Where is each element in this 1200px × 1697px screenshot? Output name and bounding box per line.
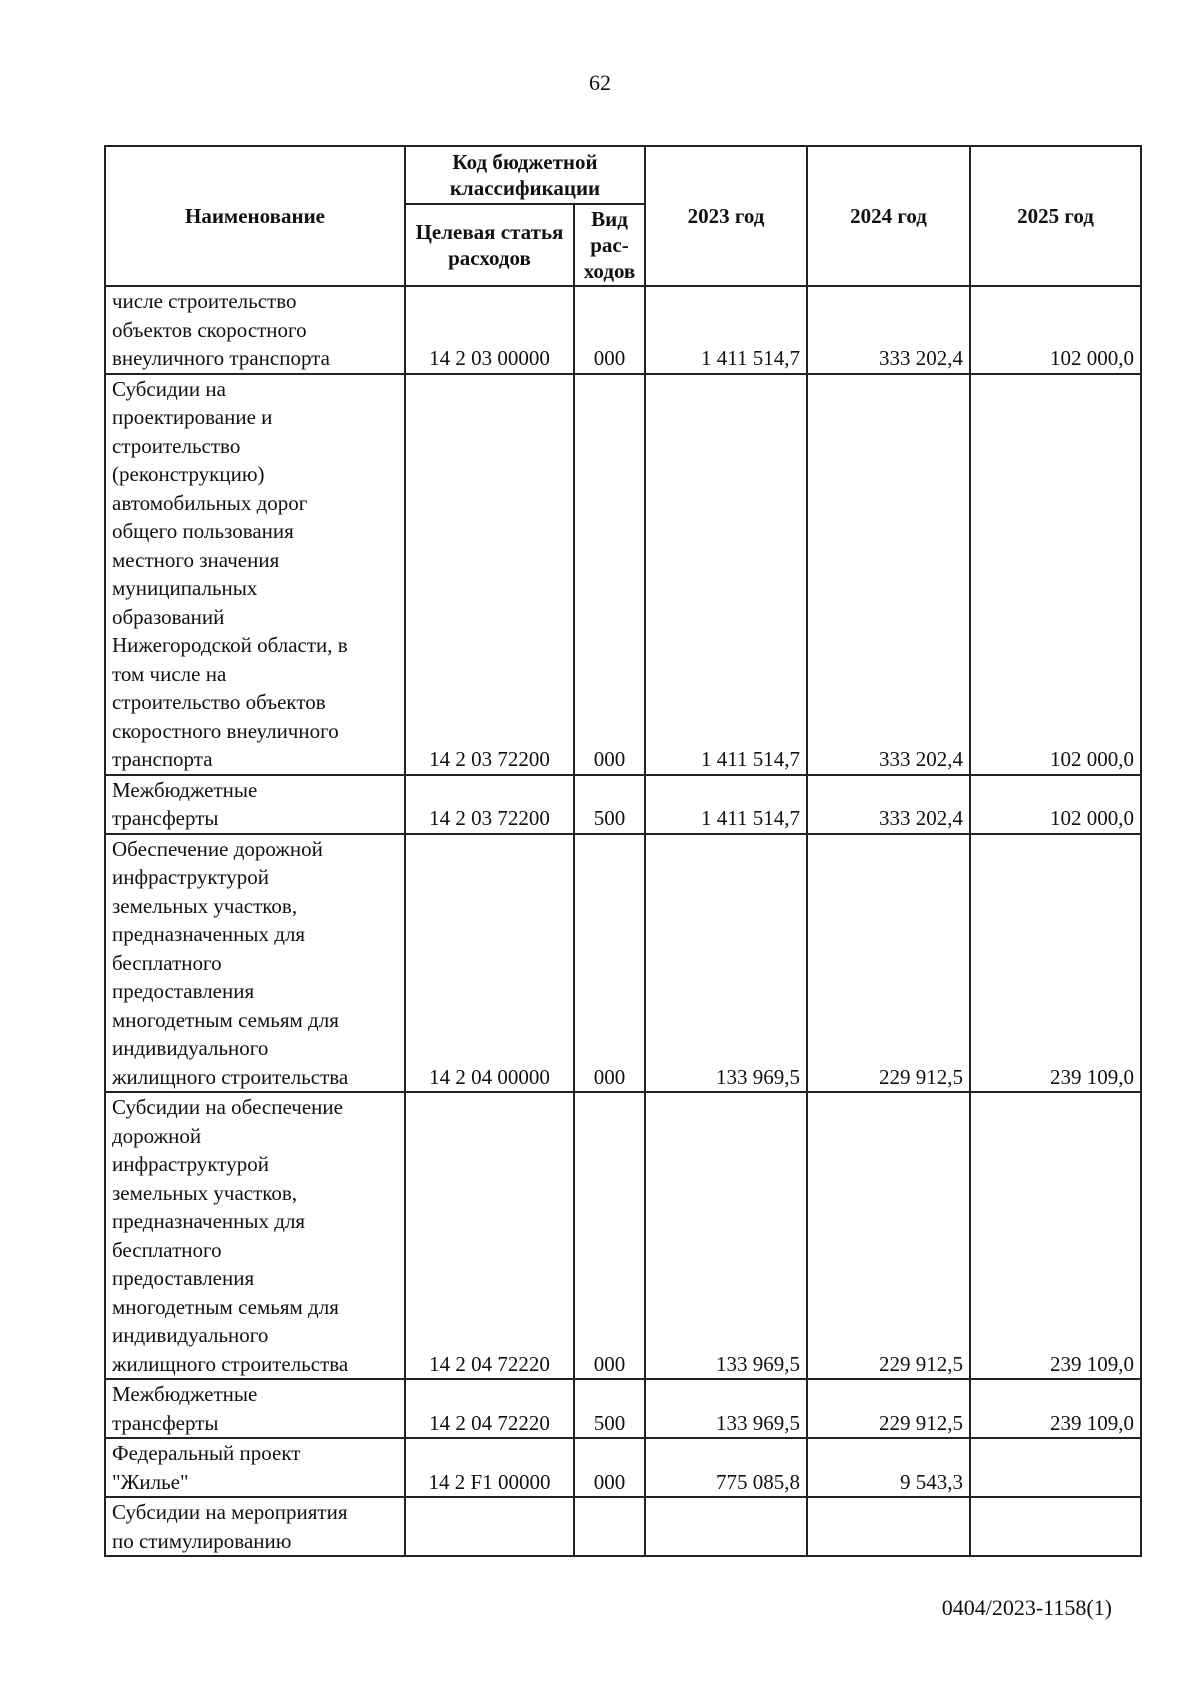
row-value-2025 [970, 1438, 1141, 1497]
row-name-line: предоставления [112, 1266, 255, 1290]
row-expense-type: 500 [574, 775, 645, 834]
row-value-2023: 133 969,5 [645, 834, 807, 1093]
row-value-2024: 9 543,3 [807, 1438, 970, 1497]
row-value-2023: 1 411 514,7 [645, 775, 807, 834]
row-name-line: числе строительство [112, 289, 297, 313]
row-value-2025: 102 000,0 [970, 286, 1141, 374]
row-target-article: 14 2 F1 00000 [405, 1438, 574, 1497]
row-expense-type: 000 [574, 286, 645, 374]
row-name-line: жилищного строительства [112, 1064, 349, 1089]
budget-table [104, 145, 1142, 1557]
row-value-2023: 1 411 514,7 [645, 374, 807, 775]
row-name [105, 1379, 405, 1438]
row-name-line: строительство [112, 433, 241, 458]
row-name-line: дорожной [112, 1123, 202, 1148]
row-name-line: Федеральный проект [112, 1441, 301, 1465]
table-row [105, 834, 1141, 1093]
table-row [105, 1438, 1141, 1497]
row-name-line: бесплатного [112, 1237, 222, 1262]
header-target-article: Целевая статья расходов [405, 204, 574, 286]
row-name [105, 834, 405, 1093]
header-2024: 2024 год [807, 146, 970, 286]
row-value-2025: 239 109,0 [970, 834, 1141, 1093]
row-name-line: Межбюджетные [112, 777, 258, 802]
row-value-2024 [807, 1497, 970, 1556]
row-name-line: индивидуального [112, 1323, 269, 1347]
row-name-line: трансферты [112, 806, 219, 830]
row-name-line: проектирование и [112, 405, 273, 429]
row-name-line: скоростного внеуличного [112, 718, 339, 743]
row-name-line: жилищного строительства [112, 1351, 349, 1376]
row-name-line: том числе на [112, 661, 227, 686]
header-2025: 2025 год [970, 146, 1141, 286]
page-number: 62 [589, 70, 611, 95]
row-name-line: инфраструктурой [112, 865, 269, 889]
row-value-2024: 229 912,5 [807, 1379, 970, 1438]
header-2023: 2023 год [645, 146, 807, 286]
row-name-line: внеуличного транспорта [112, 346, 330, 370]
table-body [105, 286, 1141, 1556]
row-name-line: многодетным семьям для [112, 1294, 339, 1319]
row-name-line: Обеспечение дорожной [112, 836, 323, 861]
row-name-line: местного значения [112, 547, 280, 572]
row-target-article: 14 2 03 72200 [405, 374, 574, 775]
row-value-2023: 133 969,5 [645, 1092, 807, 1379]
row-name-line: предназначенных для [112, 922, 306, 946]
row-name-line: индивидуального [112, 1036, 269, 1060]
row-expense-type [574, 1497, 645, 1556]
row-value-2025: 239 109,0 [970, 1379, 1141, 1438]
row-target-article: 14 2 03 72200 [405, 775, 574, 834]
row-name [105, 775, 405, 834]
row-target-article: 14 2 04 00000 [405, 834, 574, 1093]
row-name-line: предназначенных для [112, 1209, 306, 1233]
row-name-line: земельных участков, [112, 1180, 298, 1205]
table-row [105, 1379, 1141, 1438]
row-value-2025: 102 000,0 [970, 374, 1141, 775]
header-expense-type: Вид рас-ходов [574, 204, 645, 286]
table-row [105, 286, 1141, 374]
row-name-line: "Жилье" [112, 1469, 189, 1494]
row-value-2025: 239 109,0 [970, 1092, 1141, 1379]
row-name-line: Субсидии на обеспечение [112, 1095, 343, 1119]
row-target-article: 14 2 04 72220 [405, 1092, 574, 1379]
row-value-2023 [645, 1497, 807, 1556]
row-value-2024: 333 202,4 [807, 286, 970, 374]
row-value-2024: 333 202,4 [807, 775, 970, 834]
row-value-2023: 133 969,5 [645, 1379, 807, 1438]
row-target-article [405, 1497, 574, 1556]
table-row [105, 1497, 1141, 1556]
row-expense-type: 000 [574, 1092, 645, 1379]
row-value-2024: 229 912,5 [807, 834, 970, 1093]
row-name-line: Субсидии на [112, 376, 226, 401]
row-name [105, 286, 405, 374]
row-name-line: многодетным семьям для [112, 1007, 339, 1032]
row-value-2024: 229 912,5 [807, 1092, 970, 1379]
row-value-2023: 1 411 514,7 [645, 286, 807, 374]
row-name-line: муниципальных [112, 576, 258, 600]
row-name-line: инфраструктурой [112, 1152, 269, 1176]
row-expense-type: 500 [574, 1379, 645, 1438]
row-target-article: 14 2 03 00000 [405, 286, 574, 374]
row-name-line: трансферты [112, 1410, 219, 1435]
row-name-line: Нижегородской области, в [112, 633, 348, 657]
table-row [105, 374, 1141, 775]
row-expense-type: 000 [574, 1438, 645, 1497]
row-expense-type: 000 [574, 834, 645, 1093]
row-value-2024: 333 202,4 [807, 374, 970, 775]
header-code-group: Код бюджетной классификации [405, 146, 645, 204]
row-name [105, 1438, 405, 1497]
row-name-line: транспорта [112, 747, 213, 771]
row-name [105, 1092, 405, 1379]
row-name [105, 374, 405, 775]
row-value-2025: 102 000,0 [970, 775, 1141, 834]
row-expense-type: 000 [574, 374, 645, 775]
row-name-line: Межбюджетные [112, 1382, 258, 1406]
header-name: Наименование [105, 146, 405, 286]
row-name-line: строительство объектов [112, 690, 326, 714]
row-name-line: объектов скоростного [112, 317, 307, 342]
row-name-line: автомобильных дорог [112, 490, 308, 515]
document-code: 0404/2023-1158(1) [941, 1595, 1112, 1620]
row-name-line: (реконструкцию) [112, 462, 265, 486]
row-name-line: предоставления [112, 979, 255, 1003]
row-value-2025 [970, 1497, 1141, 1556]
row-name-line: Субсидии на мероприятия [112, 1500, 348, 1524]
row-name-line: по стимулированию [112, 1528, 292, 1553]
table-row [105, 775, 1141, 834]
row-name-line: бесплатного [112, 950, 222, 975]
row-name-line: общего пользования [112, 519, 294, 543]
table-row [105, 1092, 1141, 1379]
row-target-article: 14 2 04 72220 [405, 1379, 574, 1438]
row-name-line: земельных участков, [112, 893, 298, 918]
row-name [105, 1497, 405, 1556]
row-value-2023: 775 085,8 [645, 1438, 807, 1497]
row-name-line: образований [112, 604, 225, 629]
